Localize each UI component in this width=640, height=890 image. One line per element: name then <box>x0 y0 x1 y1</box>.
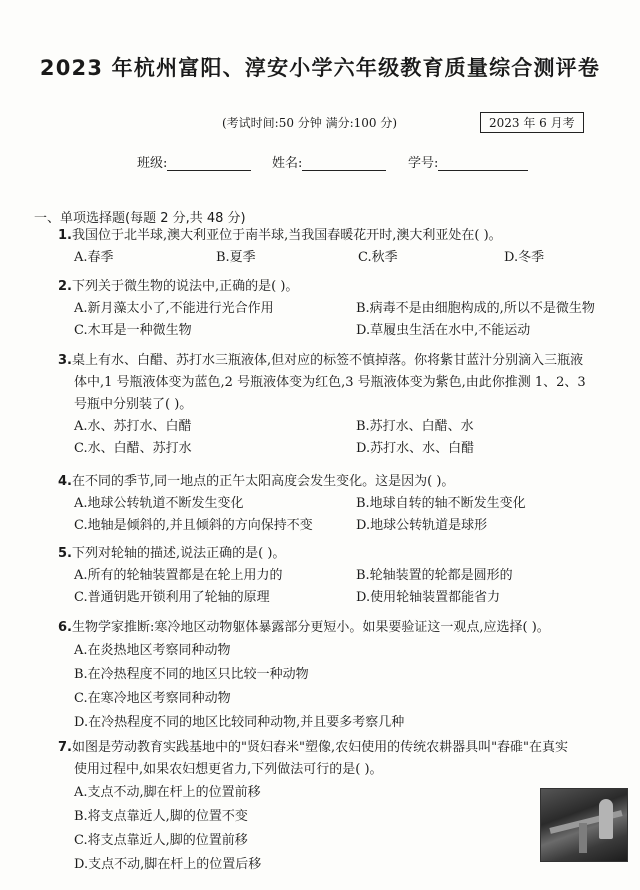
question-number: 4. <box>58 474 72 489</box>
option-row <box>58 320 636 342</box>
option-row <box>58 493 636 515</box>
question-2 <box>58 276 636 342</box>
option-row <box>58 565 636 587</box>
statue-figure <box>599 799 613 839</box>
option-b[interactable]: B.将支点靠近人,脚的位置不变 <box>74 809 248 824</box>
question-stem <box>58 617 636 639</box>
question-text-line: 体中,1 号瓶液体变为蓝色,2 号瓶液体变为红色,3 号瓶液体变为紫色,由此你推测 1、2、3 <box>74 375 586 390</box>
name-blank[interactable] <box>302 156 386 171</box>
option-a[interactable]: A.水、苏打水、白醋 <box>74 419 192 434</box>
question-stem <box>58 276 636 298</box>
option-row <box>58 416 636 438</box>
question-stem <box>58 471 636 493</box>
class-blank[interactable] <box>167 156 251 171</box>
option-a[interactable]: A.地球公转轨道不断发生变化 <box>74 496 244 511</box>
question-text-line: 使用过程中,如果农妇想更省力,下列做法可行的是( )。 <box>74 762 383 777</box>
question-text: 我国位于北半球,澳大利亚位于南半球,当我国春暖花开时,澳大利亚处在( )。 <box>71 228 502 243</box>
option-b[interactable]: B.轮轴装置的轮都是圆形的 <box>356 568 513 583</box>
exam-title: 2023 年杭州富阳、淳安小学六年级教育质量综合测评卷 <box>39 56 601 80</box>
option-a[interactable]: A.新月藻太小了,不能进行光合作用 <box>74 301 274 316</box>
question-number: 3. <box>58 353 72 368</box>
class-field[interactable] <box>137 152 251 171</box>
option-d[interactable]: D.苏打水、水、白醋 <box>356 441 475 456</box>
option-row <box>58 298 636 320</box>
question-6 <box>58 617 636 735</box>
exam-time-score: (考试时间:50 分钟 满分:100 分) <box>222 116 398 130</box>
exam-date-box: 2023 年 6 月考 <box>480 112 584 133</box>
question-text: 下列关于微生物的说法中,正确的是( )。 <box>71 279 299 294</box>
class-label: 班级: <box>137 156 168 171</box>
student-id-label: 学号: <box>408 156 439 171</box>
option-c[interactable]: C.普通钥匙开锁利用了轮轴的原理 <box>74 590 270 605</box>
option-b[interactable]: B.病毒不是由细胞构成的,所以不是微生物 <box>356 301 595 316</box>
option-c[interactable]: C.秋季 <box>358 250 398 265</box>
question-number: 2. <box>58 279 72 294</box>
option-a[interactable]: A.所有的轮轴装置都是在轮上用力的 <box>74 568 283 583</box>
question-text: 如图是劳动教育实践基地中的"贤妇舂米"塑像,农妇使用的传统农耕器具叫"舂碓"在真实 <box>71 740 569 755</box>
question-number: 7. <box>58 740 72 755</box>
option-d[interactable]: D.支点不动,脚在杆上的位置后移 <box>74 857 262 872</box>
section-heading: 一、单项选择题(每题 2 分,共 48 分) <box>34 211 246 226</box>
option-row <box>58 438 636 460</box>
question-text: 在不同的季节,同一地点的正午太阳高度会发生变化。这是因为( )。 <box>71 474 455 489</box>
option-c[interactable]: C.地轴是倾斜的,并且倾斜的方向保持不变 <box>74 518 313 533</box>
option-a[interactable]: A.在炎热地区考察同种动物 <box>74 643 231 658</box>
option-d[interactable]: D.草履虫生活在水中,不能运动 <box>356 323 531 338</box>
option-b[interactable]: B.夏季 <box>216 250 256 265</box>
name-field[interactable] <box>272 152 386 171</box>
student-id-blank[interactable] <box>438 156 528 171</box>
option-d[interactable]: D.在冷热程度不同的地区比较同种动物,并且要多考察几种 <box>74 715 405 730</box>
option-row <box>58 247 636 269</box>
question-3 <box>58 350 636 460</box>
question-5 <box>58 543 636 609</box>
question-stem <box>58 225 636 247</box>
name-label: 姓名: <box>272 156 303 171</box>
question-text-line: 号瓶中分别装了( )。 <box>74 397 193 412</box>
option-b[interactable]: B.在冷热程度不同的地区只比较一种动物 <box>74 667 309 682</box>
option-b[interactable]: B.地球自转的轴不断发生变化 <box>356 496 526 511</box>
question-text: 下列对轮轴的描述,说法正确的是( )。 <box>71 546 286 561</box>
question-stem <box>58 737 636 759</box>
option-a[interactable]: A.支点不动,脚在杆上的位置前移 <box>74 785 261 800</box>
option-a[interactable]: A.春季 <box>74 250 114 265</box>
option-c[interactable]: C.在寒冷地区考察同种动物 <box>74 691 231 706</box>
student-id-field[interactable] <box>408 152 528 171</box>
question-number: 6. <box>58 620 72 635</box>
statue-photo <box>540 788 628 862</box>
option-row <box>58 515 636 537</box>
option-row <box>58 587 636 609</box>
question-stem <box>58 350 636 372</box>
option-d[interactable]: D.地球公转轨道是球形 <box>356 518 488 533</box>
option-c[interactable]: C.将支点靠近人,脚的位置前移 <box>74 833 248 848</box>
option-d[interactable]: D.使用轮轴装置都能省力 <box>356 590 501 605</box>
option-c[interactable]: C.木耳是一种微生物 <box>74 323 192 338</box>
question-text: 生物学家推断:寒冷地区动物躯体暴露部分更短小。如果要验证这一观点,应选择( )。 <box>71 620 550 635</box>
option-c[interactable]: C.水、白醋、苏打水 <box>74 441 192 456</box>
fulcrum-post <box>579 823 587 853</box>
option-b[interactable]: B.苏打水、白醋、水 <box>356 419 474 434</box>
question-4 <box>58 471 636 537</box>
question-stem <box>58 543 636 565</box>
option-d[interactable]: D.冬季 <box>504 250 545 265</box>
question-number: 5. <box>58 546 72 561</box>
question-1 <box>58 225 636 269</box>
question-number: 1. <box>58 228 72 243</box>
question-text: 桌上有水、白醋、苏打水三瓶液体,但对应的标签不慎掉落。你将紫甘蓝汁分别滴入三瓶液 <box>71 353 584 368</box>
